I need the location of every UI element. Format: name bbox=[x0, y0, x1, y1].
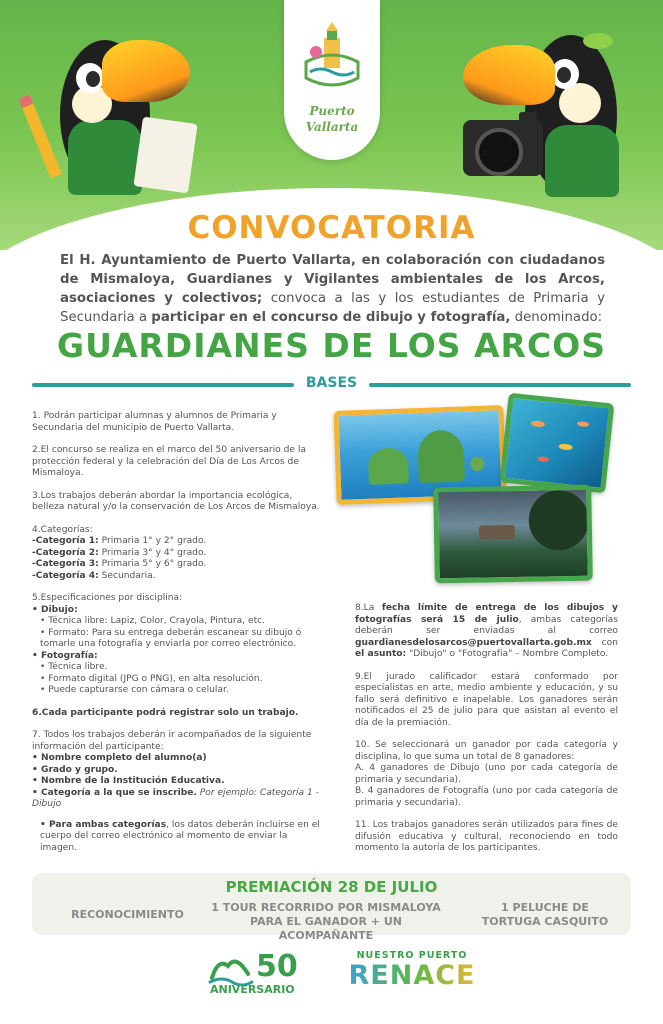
rule-8-end: "Dibujo" o "Fotografía" – Nombre Completo. bbox=[406, 649, 609, 659]
requirement-3: • Nombre de la Institución Educativa. bbox=[32, 776, 225, 786]
dibujo-label: • Dibujo: bbox=[32, 604, 78, 615]
nuestro-puerto-label: NUESTRO PUERTO bbox=[356, 950, 468, 961]
category-1 bbox=[32, 536, 326, 548]
category-2-text: Primaria 3° y 4° grado. bbox=[98, 547, 207, 558]
intro-text-4: denominado: bbox=[510, 310, 603, 325]
category-3-text: Primaria 5° y 6° grado. bbox=[98, 559, 207, 569]
rule-6: 6.Cada participante podrá registrar solo un trabajo. bbox=[32, 707, 299, 718]
rule-10a: A. 4 ganadores de Dibujo (uno por cada categoría de primaria y secundaria). bbox=[355, 763, 618, 785]
page-title: CONVOCATORIA bbox=[187, 210, 476, 246]
prize-2-line1: 1 TOUR RECORRIDO POR MISMALOYA bbox=[211, 901, 441, 914]
bow-icon bbox=[583, 33, 613, 49]
nuestro-puerto-renace-logo bbox=[344, 950, 480, 991]
bases-heading: BASES bbox=[305, 375, 358, 391]
camera-icon bbox=[463, 120, 543, 176]
rule-7: 7. Todos los trabajos deberán ir acompañados de la siguiente información del participante: bbox=[32, 730, 312, 752]
fifty-anniversary-logo bbox=[208, 950, 320, 1000]
fifty-number: 50 bbox=[256, 949, 298, 984]
category-4-text: Secundaria. bbox=[98, 570, 156, 581]
intro-bold-1: El H. Ayuntamiento de Puerto Vallarta, en colaboración con ciudadanos de Mismaloya, Guardianes y Vigilantes ambientales de los Arcos, asociaciones y colectivos; bbox=[60, 253, 605, 306]
prize-recognition bbox=[60, 908, 195, 922]
foto-spec-3: • Puede capturarse con cámara o celular. bbox=[40, 685, 229, 695]
foto-spec-2: • Formato digital (JPG o PNG), en alta resolución. bbox=[40, 673, 263, 684]
rule-2: 2.El concurso se realiza en el marco del 50 aniversario de la protección federal y la celebración del Día de Los Arcos de Mismaloya. bbox=[32, 445, 306, 478]
coastline-photo-image bbox=[433, 485, 593, 584]
rule-10: 10. Se seleccionará un ganador por cada categoría y disciplina, lo que suma un total de 8 ganadores: bbox=[355, 740, 618, 762]
prize-tour bbox=[208, 901, 444, 943]
puerto-vallarta-logo bbox=[284, 0, 380, 160]
rule-8-con: con bbox=[591, 637, 618, 648]
rules-right-column bbox=[355, 603, 618, 855]
prize-1-label: RECONOCIMIENTO bbox=[71, 908, 184, 921]
requirement-1: • Nombre completo del alumno(a) bbox=[32, 753, 207, 763]
toucan-photographer-illustration bbox=[455, 25, 635, 205]
fotografia-label: • Fotografía: bbox=[32, 650, 98, 661]
prize-plush bbox=[470, 901, 620, 929]
dibujo-spec-1: • Técnica libre: Lapiz, Color, Crayola, Pintura, etc. bbox=[40, 616, 266, 626]
lighthouse-icon bbox=[284, 0, 380, 100]
arcos-wave-icon bbox=[208, 952, 254, 986]
ambas-label: • Para ambas categorías bbox=[40, 819, 167, 830]
intro-bold-3: participar en el concurso de dibujo y fotografía, bbox=[151, 310, 511, 325]
category-3 bbox=[32, 559, 326, 571]
rule-8-email: guardianesdelosarcos@puertovallarta.gob.mx bbox=[355, 637, 592, 648]
rule-3: 3.Los trabajos deberán abordar la importancia ecológica, belleza natural y/o la conservación de Los Arcos de Mismaloya. bbox=[32, 490, 320, 512]
foto-spec-1: • Técnica libre. bbox=[40, 662, 108, 672]
prize-2-line2: PARA EL GANADOR + UN ACOMPAÑANTE bbox=[250, 915, 402, 942]
ambas-text: , los datos deberán incluirse en el cuerpo del correo electrónico al momento de enviar la imagen. bbox=[40, 819, 320, 853]
rule-8 bbox=[355, 603, 618, 661]
rule-11: 11. Los trabajos ganadores serán utilizados para fines de difusión educativa y cultural, reconociendo en todo momento la autoría de los participantes. bbox=[355, 820, 618, 853]
rule-8-deadline: fecha límite de entrega de los dibujos y fotografías será 15 de julio bbox=[355, 603, 618, 625]
rule-1: 1. Podrán participar alumnas y alumnos de Primaria y Secundaria del municipio de Puerto Vallarta. bbox=[32, 411, 277, 433]
rule-5-heading: 5.Especificaciones por disciplina: bbox=[32, 593, 183, 603]
underwater-fish-image bbox=[500, 393, 615, 494]
rule-8-asunto: el asunto: bbox=[355, 649, 407, 659]
dibujo-spec-2: • Formato: Para su entrega deberán escanear su dibujo ó tomarle una fotografía y enviarla por correo electrónico. bbox=[40, 627, 302, 649]
rule-4-heading: 4.Categorías: bbox=[32, 524, 93, 535]
awards-title: PREMIACIÓN 28 DE JULIO bbox=[225, 878, 438, 896]
requirement-4-example: Por ejemplo: Categoría 1 - Dibujo bbox=[32, 787, 319, 809]
requirement-2: • Grado y grupo. bbox=[32, 764, 118, 775]
category-2 bbox=[32, 548, 326, 560]
contest-name: GUARDIANES DE LOS ARCOS bbox=[56, 326, 607, 365]
prize-3-line1: 1 PELUCHE DE bbox=[501, 901, 589, 914]
category-4 bbox=[32, 571, 326, 583]
category-3-label: -Categoría 3: bbox=[32, 559, 99, 569]
ambas-note bbox=[32, 820, 326, 855]
bases-divider-left bbox=[32, 383, 294, 387]
rules-left-column bbox=[32, 411, 326, 854]
category-4-label: -Categoría 4: bbox=[32, 570, 99, 581]
rule-9: 9.El jurado calificador estará conformado por especialistas en arte, medio ambiente y educación, y su fallo será definitivo e inapelable. Los ganadores serán notificados el 25 de julio para que asistan al evento el día de la premiación. bbox=[355, 671, 618, 728]
rule-8-text: , ambas categorías deberán ser enviadas al correo bbox=[355, 614, 618, 636]
rule-10b: B. 4 ganadores de Fotografía (uno por cada categoría de primaria y secundaria). bbox=[355, 786, 618, 808]
requirement-4 bbox=[32, 788, 326, 811]
requirement-4-label: • Categoría a la que se inscribe. bbox=[32, 787, 197, 798]
logo-line2: Vallarta bbox=[305, 120, 359, 134]
category-1-label: -Categoría 1: bbox=[32, 536, 99, 546]
aniversario-label: ANIVERSARIO bbox=[210, 983, 295, 996]
category-2-label: -Categoría 2: bbox=[32, 547, 99, 558]
intro-paragraph bbox=[60, 251, 605, 327]
bases-divider-right bbox=[369, 383, 631, 387]
rule-8-prefix: 8.La bbox=[355, 603, 382, 613]
toucan-writer-illustration bbox=[30, 25, 200, 200]
intro-text-2: convoca a las y los estudiantes de Primaria y Secundaria a bbox=[60, 291, 605, 325]
renace-label: RENACE bbox=[344, 961, 480, 991]
logo-line1: Puerto bbox=[309, 104, 355, 118]
prize-3-line2: TORTUGA CASQUITO bbox=[481, 915, 609, 928]
category-1-text: Primaria 1° y 2° grado. bbox=[98, 536, 207, 546]
